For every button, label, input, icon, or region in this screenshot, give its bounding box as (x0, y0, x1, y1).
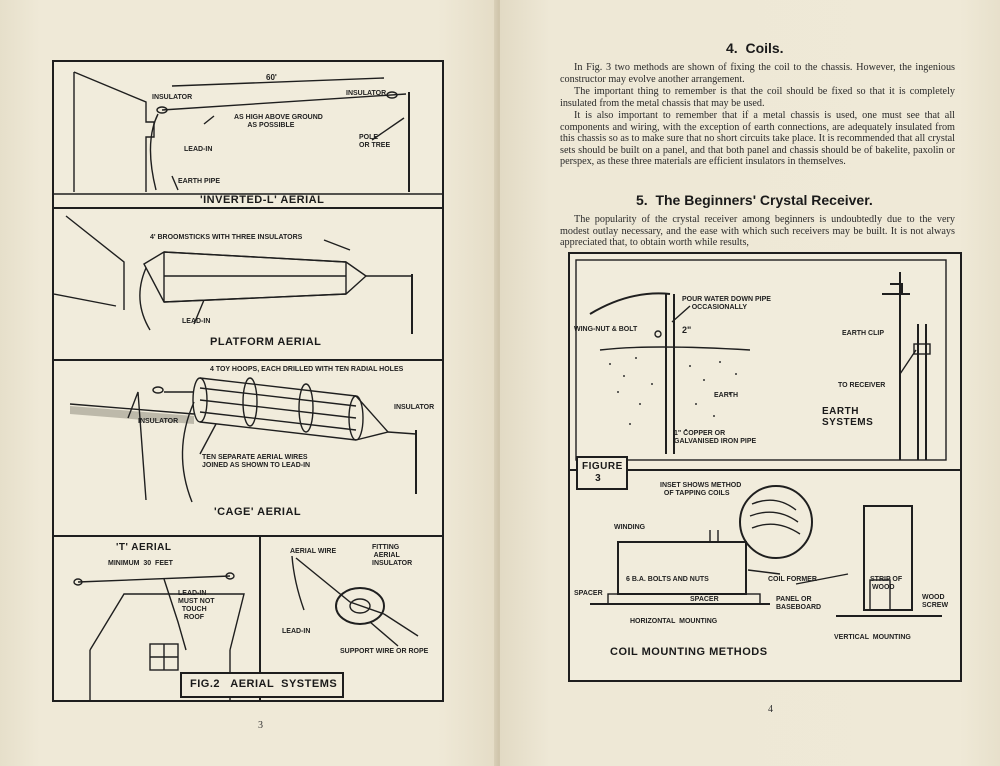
t-aerial-caption: 'T' AERIAL (116, 542, 172, 553)
figure-3-illustrations (570, 254, 960, 680)
coil-spacer-left-label: SPACER (574, 590, 603, 597)
earth-copper-label: 1" COPPER OR GALVANISED IRON PIPE (674, 430, 757, 445)
section-4-paragraph-3: It is also important to remember that if a metal chassis is used, one must see that all components and wiring, with the exception of earth connections, are adequately insulated from this chassis so as to make sure that no short circuits take place. It is recommended that all crystal sets should be built on a panel, and that both panel and chassis should be of bakelite, paxolin or perspex, as these three materials are efficient insulators in themselves. (560, 110, 955, 168)
coil-mounting-title: COIL MOUNTING METHODS (610, 646, 768, 658)
platform-lead-in-label: LEAD-IN (182, 318, 211, 325)
figure-3-tag-text: FIGURE 3 (582, 461, 623, 484)
platform-broomsticks-label: 4' BROOMSTICKS WITH THREE INSULATORS (150, 234, 303, 241)
section-4-paragraph-1: In Fig. 3 two methods are shown of fixing the coil to the chassis. However, the ingenious constructor may evolve another arrangement. (560, 62, 955, 85)
earth-to-receiver-label: TO RECEIVER (838, 382, 886, 389)
t-aerial-minimum-label: MINIMUM 30 FEET (108, 560, 173, 567)
coil-spacer-mid-label: SPACER (690, 596, 719, 603)
cage-insulator-right-label: INSULATOR (394, 404, 435, 411)
inverted-l-earth-pipe-label: EARTH PIPE (178, 178, 221, 185)
left-page-number: 3 (258, 720, 263, 731)
aerial-illustrations (54, 62, 442, 700)
figure-2-caption: FIG.2 AERIAL SYSTEMS (190, 678, 338, 690)
inverted-l-caption: 'INVERTED-L' AERIAL (200, 194, 325, 206)
coil-wood-screw-label: WOOD SCREW (922, 594, 949, 609)
left-page (0, 0, 498, 766)
inverted-l-insulator-left-label: INSULATOR (152, 94, 193, 101)
cage-hoops-label: 4 TOY HOOPS, EACH DRILLED WITH TEN RADIAL HOLES (210, 366, 404, 373)
earth-systems-label: EARTH SYSTEMS (822, 406, 874, 428)
earth-earth-label: EARTH (714, 392, 739, 399)
coil-strip-label: STRIP OF WOOD (870, 576, 903, 591)
coil-bolts-label: 6 B.A. BOLTS AND NUTS (626, 576, 709, 583)
cage-insulator-left-label: INSULATOR (138, 418, 179, 425)
coil-panel-label: PANEL OR BASEBOARD (776, 596, 822, 611)
earth-clip-label: EARTH CLIP (842, 330, 884, 337)
inverted-l-pole-label: POLE OR TREE (359, 134, 391, 149)
detail-support-label: SUPPORT WIRE OR ROPE (340, 648, 429, 655)
coil-inset-label: INSET SHOWS METHOD OF TAPPING COILS (660, 482, 742, 497)
platform-caption: PLATFORM AERIAL (210, 336, 322, 348)
earth-two-inch-label: 2" (682, 325, 692, 335)
detail-fitting-label: FITTING AERIAL INSULATOR (372, 544, 413, 567)
earth-wingnut-label: WING-NUT & BOLT (574, 326, 638, 333)
detail-aerial-wire-label: AERIAL WIRE (290, 548, 337, 555)
cage-wires-label: TEN SEPARATE AERIAL WIRES JOINED AS SHOWN TO LEAD-IN (202, 454, 311, 469)
coil-vertical-label: VERTICAL MOUNTING (834, 634, 911, 641)
section-4-heading: 4. Coils. (726, 40, 784, 56)
right-page-number: 4 (768, 704, 773, 715)
coil-horizontal-label: HORIZONTAL MOUNTING (630, 618, 718, 625)
section-4-paragraph-2: The important thing to remember is that the coil should be fixed so that it is completely insulated from the metal chassis that may be used. (560, 86, 955, 109)
detail-lead-in-label: LEAD-IN (282, 628, 311, 635)
inverted-l-length-label: 60' (266, 73, 277, 82)
t-aerial-lead-in-note: LEAD-IN MUST NOT TOUCH ROOF (178, 590, 215, 621)
aerial-systems-figure (52, 60, 444, 702)
inverted-l-insulator-right-label: INSULATOR (346, 90, 387, 97)
figure-2-caption-box (180, 672, 344, 698)
cage-caption: 'CAGE' AERIAL (214, 506, 302, 518)
right-page (500, 0, 1000, 766)
coil-former-label: COIL FORMER (768, 576, 817, 583)
section-5-paragraph: The popularity of the crystal receiver among beginners is undoubtedly due to the very modest outlay necessary, and the ease with which such receivers may be built. It is not always appreciated that, to obtain worth while results, (560, 214, 955, 249)
figure-3-tag (576, 456, 628, 490)
section-5-heading: 5. The Beginners' Crystal Receiver. (636, 192, 873, 208)
inverted-l-height-note: AS HIGH ABOVE GROUND AS POSSIBLE (234, 114, 323, 129)
coil-winding-label: WINDING (614, 524, 646, 531)
inverted-l-lead-in-label: LEAD-IN (184, 146, 213, 153)
earth-pour-label: POUR WATER DOWN PIPE OCCASIONALLY (682, 296, 771, 311)
figure-3-box (568, 252, 962, 682)
